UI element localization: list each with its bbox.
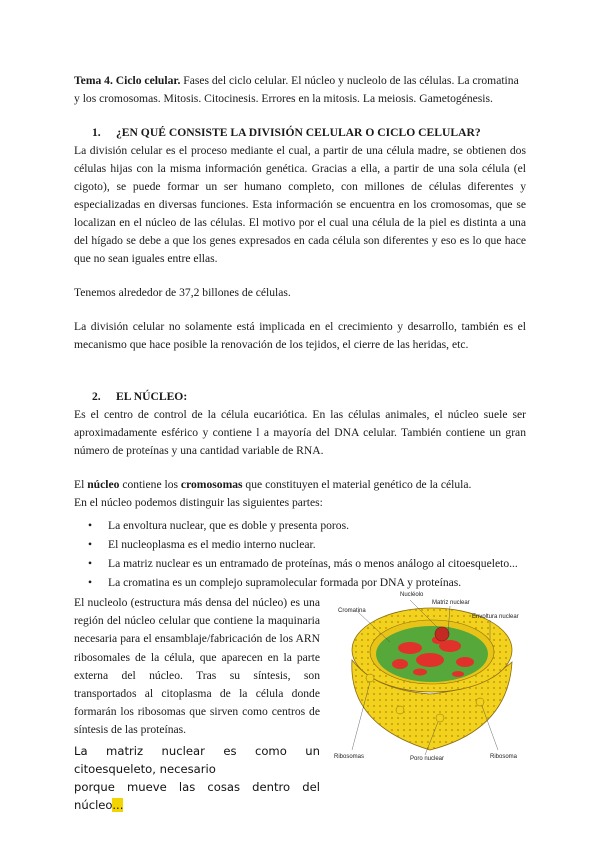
section-2-title: EL NÚCLEO: — [116, 390, 188, 403]
list-item: • La envoltura nuclear, que es doble y presenta poros. — [88, 519, 349, 532]
nucleolo-paragraph: El nucleolo (estructura más densa del núcleo) es una región del núcleo celular que contiene la maquinaria necesaria para el ensamblaje/fabricación de los ARN ribosomales de la célula, que aparecen en la parte externa del núcleo. Tras su síntesis, son transportados al citoplasma de la célula donde formarán los ribosomas que sirven como centros de síntesis de las proteínas. — [74, 596, 320, 737]
keyword-cromosomas: cromosomas — [180, 478, 243, 491]
section-1-number: 1. — [92, 126, 101, 139]
label-cromatina: Cromatina — [338, 608, 366, 614]
nucleus-diagram — [330, 590, 530, 765]
section-1-paragraph-3: La división celular no solamente está implicada en el crecimiento y desarrollo, también es el mecanismo que hace posible la renovación de los tejidos, el cierre de las heridas, etc. — [74, 320, 526, 351]
list-item: • El nucleoplasma es el medio interno nuclear. — [88, 538, 316, 551]
handwritten-note-line-2: porque mueve las cosas dentro del núcleo... — [74, 780, 320, 813]
nucleolo-block — [74, 594, 320, 814]
section-1-heading — [74, 124, 526, 142]
label-poro-nuclear: Poro nuclear — [410, 756, 445, 762]
label-nucleolo: Nucléolo — [400, 592, 424, 598]
topic-title-rest: Fases del ciclo celular. El núcleo y nucleolo de las células. La cromatina y los cromosomas. Mitosis. Citocinesis. Errores en la mitosis. La meiosis. Gametogénesis. — [74, 74, 519, 105]
highlight-mark: ... — [112, 798, 124, 813]
section-2-heading — [74, 388, 526, 406]
section-1-title: ¿EN QUÉ CONSISTE LA DIVISIÓN CELULAR O CICLO CELULAR? — [116, 126, 481, 139]
section-1-paragraph-1: La división celular es el proceso mediante el cual, a partir de una célula madre, se obtienen dos células hijas con la misma información genética. Gracias a ella, a partir de una sola célula (el cigoto), se puede formar un ser humano completo, con millones de células diferentes y especializadas en diversas funciones. Esta información se encuentra en los cromosomas, que se localizan en el núcleo de las células. El motivo por el cual una célula de la piel es distinta a una del hígado se debe a que los genes expresados en cada célula son diferentes y eso es lo que hace que no sean iguales entre ellas. — [74, 144, 526, 265]
document-page — [74, 72, 526, 592]
list-item: • La matriz nuclear es un entramado de proteínas, más o menos análogo al citoesqueleto... — [88, 557, 518, 570]
label-ribosoma: Ribosoma — [490, 754, 518, 760]
keyword-nucleo: núcleo — [87, 478, 120, 491]
label-envoltura-nuclear: Envoltura nuclear — [472, 614, 519, 620]
label-matriz-nuclear: Matriz nuclear — [432, 600, 470, 606]
list-item: • La cromatina es un complejo supramolecular formada por DNA y proteínas. — [88, 576, 462, 589]
section-2-paragraph-2: El núcleo contiene los cromosomas que constituyen el material genético de la célula. — [74, 478, 472, 491]
topic-title-bold: Tema 4. Ciclo celular. — [74, 74, 181, 87]
nucleus-parts-list — [74, 516, 526, 592]
label-ribosomas: Ribosomas — [334, 754, 365, 760]
handwritten-note-line-1: La matriz nuclear es como un citoesqueleto, necesario — [74, 743, 320, 776]
section-2-paragraph-1: Es el centro de control de la célula eucariótica. En las células animales, el núcleo suele ser aproximadamente esférico y contiene l a mayoría del DNA celular. También contiene un gran número de proteínas y una cantidad variable de RNA. — [74, 408, 526, 457]
section-2-number: 2. — [92, 390, 101, 403]
topic-title-line — [74, 72, 526, 108]
section-2-paragraph-3: En el núcleo podemos distinguir las siguientes partes: — [74, 496, 323, 509]
section-1-paragraph-2: Tenemos alrededor de 37,2 billones de células. — [74, 286, 291, 299]
